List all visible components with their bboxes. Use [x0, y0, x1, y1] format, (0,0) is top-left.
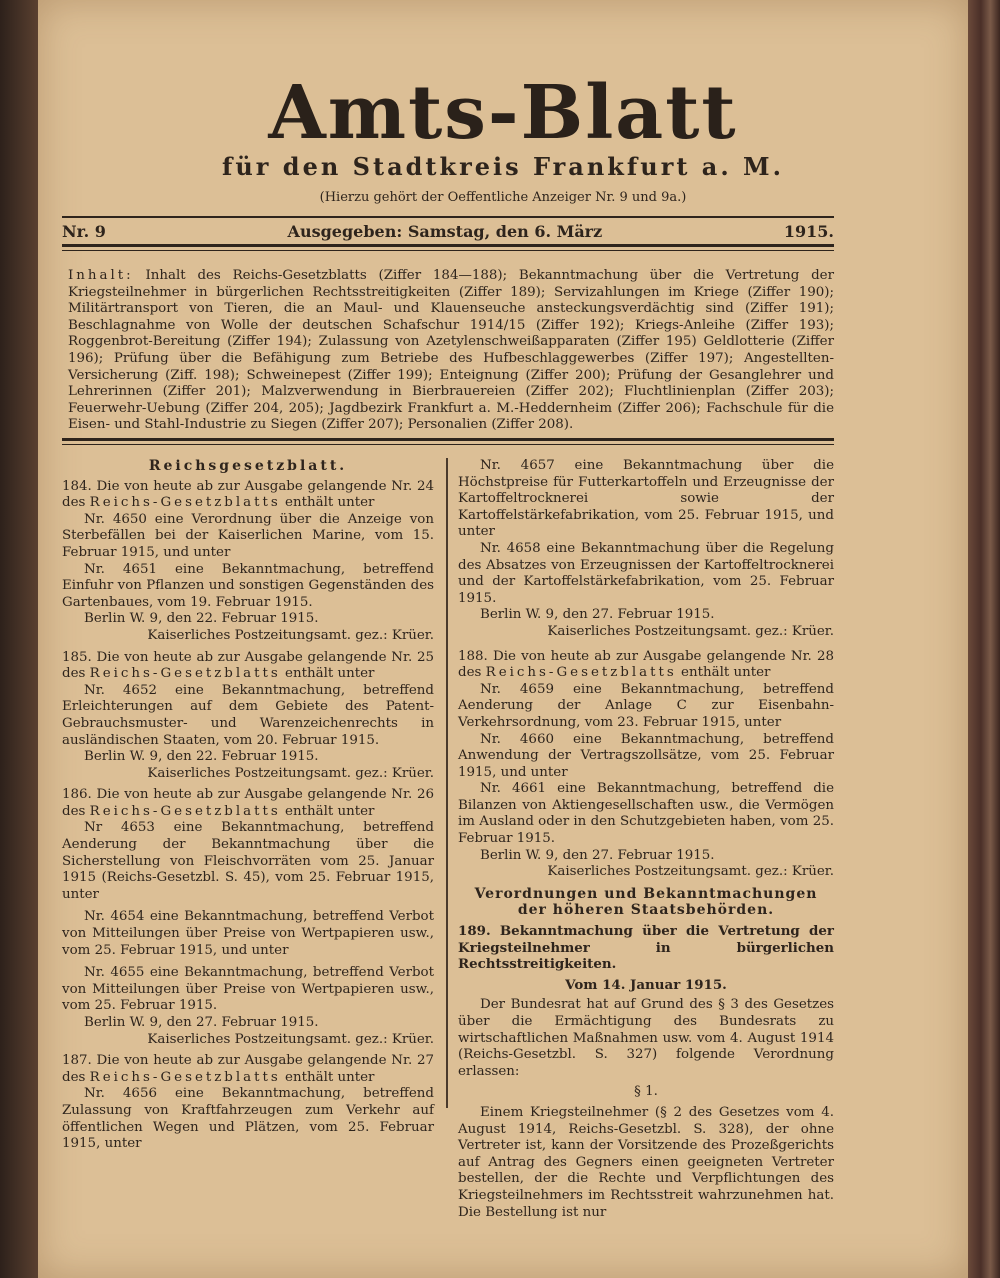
entry-187	[62, 1053, 434, 1153]
entry-item: Nr. 4650 eine Verordnung über die Anzeige von Sterbefällen bei der Kaiserlichen Marine, vom 15. Februar 1915, und unter	[62, 511, 434, 560]
entry-tail: enthält unter	[280, 1069, 375, 1085]
entry-item: Nr. 4661 eine Bekanntmachung, betreffend die Bilanzen von Aktiengesellschaften usw., die Vermögen im Ausland oder in den Schutzgebieten haben, vom 25. Februar 1915.	[458, 781, 834, 847]
entry-place-date: Berlin W. 9, den 27. Februar 1915.	[84, 1015, 319, 1030]
entry-gazette: Reichs-Gesetzblatts	[89, 666, 281, 682]
divider	[62, 250, 834, 251]
entry-intro: 188. Die von heute ab zur Ausgabe gelangende Nr. 28 des	[458, 648, 834, 681]
left-column	[62, 458, 434, 1153]
entry-signature: Kaiserliches Postzeitungsamt. gez.: Krüer.	[147, 627, 434, 643]
entry-tail: enthält unter	[280, 495, 375, 511]
entry-intro: 186. Die von heute ab zur Ausgabe gelangende Nr. 26 des	[62, 787, 434, 819]
entry-tail: enthält unter	[676, 665, 771, 681]
column-divider	[446, 458, 448, 1108]
divider	[62, 444, 834, 445]
entry-intro: 185. Die von heute ab zur Ausgabe gelangende Nr. 25 des	[62, 649, 434, 682]
entry-signature: Kaiserliches Postzeitungsamt. gez.: Krüer.	[147, 765, 434, 781]
entry-item: Nr. 4657 eine Bekanntmachung über die Höchstpreise für Futterkartoffeln und Erzeugnisse der Kartoffeltrocknerei sowie der Kartoffelstärkefabrikation, vom 25. Februar 1915, und unter	[458, 458, 834, 540]
entry-186	[62, 787, 434, 1048]
book-binding	[968, 0, 1000, 1278]
entry-signature: Kaiserliches Postzeitungsamt. gez.: Krüer.	[547, 623, 834, 639]
entry-item: Nr. 4655 eine Bekanntmachung, betreffend Verbot von Mitteilungen über Preise von Wertpapieren usw., vom 25. Februar 1915.	[62, 965, 434, 1014]
divider	[62, 438, 834, 441]
entry-item: Nr. 4652 eine Bekanntmachung, betreffend Erleichterungen auf dem Gebiete des Patent-Gebrauchsmuster- und Warenzeichenrechts in ausländischen Staaten, vom 20. Februar 1915.	[62, 682, 434, 748]
entry-signature: Kaiserliches Postzeitungsamt. gez.: Krüer.	[547, 864, 834, 880]
paragraph-number: § 1.	[634, 1084, 658, 1100]
entry-item: Nr. 4651 eine Bekanntmachung, betreffend Einfuhr von Pflanzen und sonstigen Gegenständen des Gartenbaues, vom 19. Februar 1915.	[62, 561, 434, 610]
entry-text: Einem Kriegsteilnehmer (§ 2 des Gesetzes vom 4. August 1914, Reichs-Gesetzbl. S. 328), der ohne Vertreter ist, kann der Vorsitzende des Prozeßgerichts auf Antrag des Gegners einen geeigneten Vertreter bestellen, der die Rechte und Verpflichtungen des Kriegsteilnehmers im Rechtsstreit wahrzunehmen hat. Die Bestellung ist nur	[458, 1104, 834, 1220]
entry-item: Nr 4653 eine Bekanntmachung, betreffend Aenderung der Bekanntmachung über die Sicherstellung von Fleischvorräten vom 25. Januar 1915 (Reichs-Gesetzbl. S. 45), vom 25. Februar 1915, unter	[62, 820, 434, 902]
contents-label: Inhalt:	[68, 268, 134, 283]
section-heading: Verordnungen und Bekanntmachungen der höheren Staatsbehörden.	[474, 885, 818, 919]
entry-tail: enthält unter	[280, 803, 375, 819]
entry-title: 189. Bekanntmachung über die Vertretung der Kriegsteilnehmer in bürgerlichen Rechtsstreitigkeiten.	[458, 923, 834, 973]
entry-185	[62, 650, 434, 783]
entry-item: Nr. 4656 eine Bekanntmachung, betreffend Zulassung von Kraftfahrzeugen zum Verkehr auf öffentlichen Wegen und Plätzen, vom 25. Februar 1915, unter	[62, 1086, 434, 1152]
entry-item: Nr. 4654 eine Bekanntmachung, betreffend Verbot von Mitteilungen über Preise von Wertpapieren usw., vom 25. Februar 1915, und unter	[62, 909, 434, 958]
document-page	[38, 0, 968, 1278]
entry-preamble: Der Bundesrat hat auf Grund des § 3 des Gesetzes über die Ermächtigung des Bundesrats zu wirtschaftlichen Maßnahmen usw. vom 4. August 1914 (Reichs-Gesetzbl. S. 327) folgende Verordnung erlassen:	[458, 997, 834, 1079]
entry-188	[458, 649, 834, 881]
entry-intro: 187. Die von heute ab zur Ausgabe gelangende Nr. 27 des	[62, 1053, 434, 1085]
entry-place-date: Berlin W. 9, den 22. Februar 1915.	[84, 611, 319, 627]
table-of-contents	[68, 268, 834, 434]
entry-date: Vom 14. Januar 1915.	[565, 976, 727, 993]
entry-intro: 184. Die von heute ab zur Ausgabe gelangende Nr. 24 des	[62, 478, 434, 511]
entry-184	[62, 479, 434, 645]
contents-text: Inhalt des Reichs-Gesetzblatts (Ziffer 184—188); Bekanntmachung über die Vertretung der Kriegsteilnehmer in bürgerlichen Rechtsstreitigkeiten (Ziffer 189); Servizahlungen im Kriege (Ziffer 190); Militärtransport von Tieren, die an Maul- und Klauenseuche ansteckungsverdächtig sind (Ziffer 191); Beschlagnahme von Wolle der deutschen Schafschur 1914/15 (Ziffer 192); Kriegs-Anleihe (Ziffer 193); Roggenbrot-Bereitung (Ziffer 194); Zulassung von Azetylenschweißapparaten (Ziffer 195) Geldlotterie (Ziffer 196); Prüfung über die Befähigung zum Betriebe des Hufbeschlaggewerbes (Ziffer 197); Angestellten-Versicherung (Ziff. 198); Schweinepest (Ziffer 199); Enteignung (Ziffer 200); Prüfung der Gesanglehrer und Lehrerinnen (Ziffer 201); Malzverwendung in Bierbrauereien (Ziffer 202); Fluchtlinienplan (Ziffer 203); Feuerwehr-Uebung (Ziffer 204, 205); Jagdbezirk Frankfurt a. M.-Heddernheim (Ziffer 206); Fachschule für die Eisen- und Stahl-Industrie zu Siegen (Ziffer 207); Personalien (Ziffer 208).	[68, 268, 834, 433]
entry-187-continued	[458, 458, 834, 641]
section-heading: Reichsgesetzblatt.	[148, 458, 348, 474]
masthead-title: Amts-Blatt	[268, 70, 738, 156]
entry-gazette: Reichs-Gesetzblatts	[485, 665, 677, 681]
entry-item: Nr. 4658 eine Bekanntmachung über die Regelung des Absatzes von Erzeugnissen der Kartoffeltrocknerei und der Kartoffelstärkefabrikation, vom 25. Februar 1915.	[458, 540, 834, 606]
issue-date: Ausgegeben: Samstag, den 6. März	[287, 222, 603, 241]
entry-item: Nr. 4659 eine Bekanntmachung, betreffend Aenderung der Anlage C zur Eisenbahn-Verkehrsordnung, vom 23. Februar 1915, unter	[458, 681, 834, 730]
entry-gazette: Reichs-Gesetzblatts	[89, 803, 281, 819]
masthead-subtitle: für den Stadtkreis Frankfurt a. M.	[222, 152, 784, 181]
entry-place-date: Berlin W. 9, den 27. Februar 1915.	[480, 847, 715, 863]
entry-tail: enthält unter	[280, 666, 375, 682]
entry-place-date: Berlin W. 9, den 22. Februar 1915.	[84, 749, 319, 765]
issue-year: 1915.	[783, 222, 834, 241]
scan-left-edge	[0, 0, 38, 1278]
entry-signature: Kaiserliches Postzeitungsamt. gez.: Krüer.	[147, 1031, 434, 1047]
right-column	[458, 458, 834, 1221]
entry-item: Nr. 4660 eine Bekanntmachung, betreffend Anwendung der Vertragszollsätze, vom 25. Februar 1915, und unter	[458, 731, 834, 780]
issue-number: Nr. 9	[62, 222, 106, 241]
entry-gazette: Reichs-Gesetzblatts	[89, 495, 281, 511]
entry-place-date: Berlin W. 9, den 27. Februar 1915.	[480, 607, 715, 623]
entry-gazette: Reichs-Gesetzblatts	[89, 1069, 281, 1085]
divider	[62, 216, 834, 218]
issue-line	[62, 222, 834, 241]
entry-189	[458, 923, 834, 1221]
masthead-note: (Hierzu gehört der Oeffentliche Anzeiger Nr. 9 und 9a.)	[319, 190, 687, 205]
divider	[62, 244, 834, 247]
